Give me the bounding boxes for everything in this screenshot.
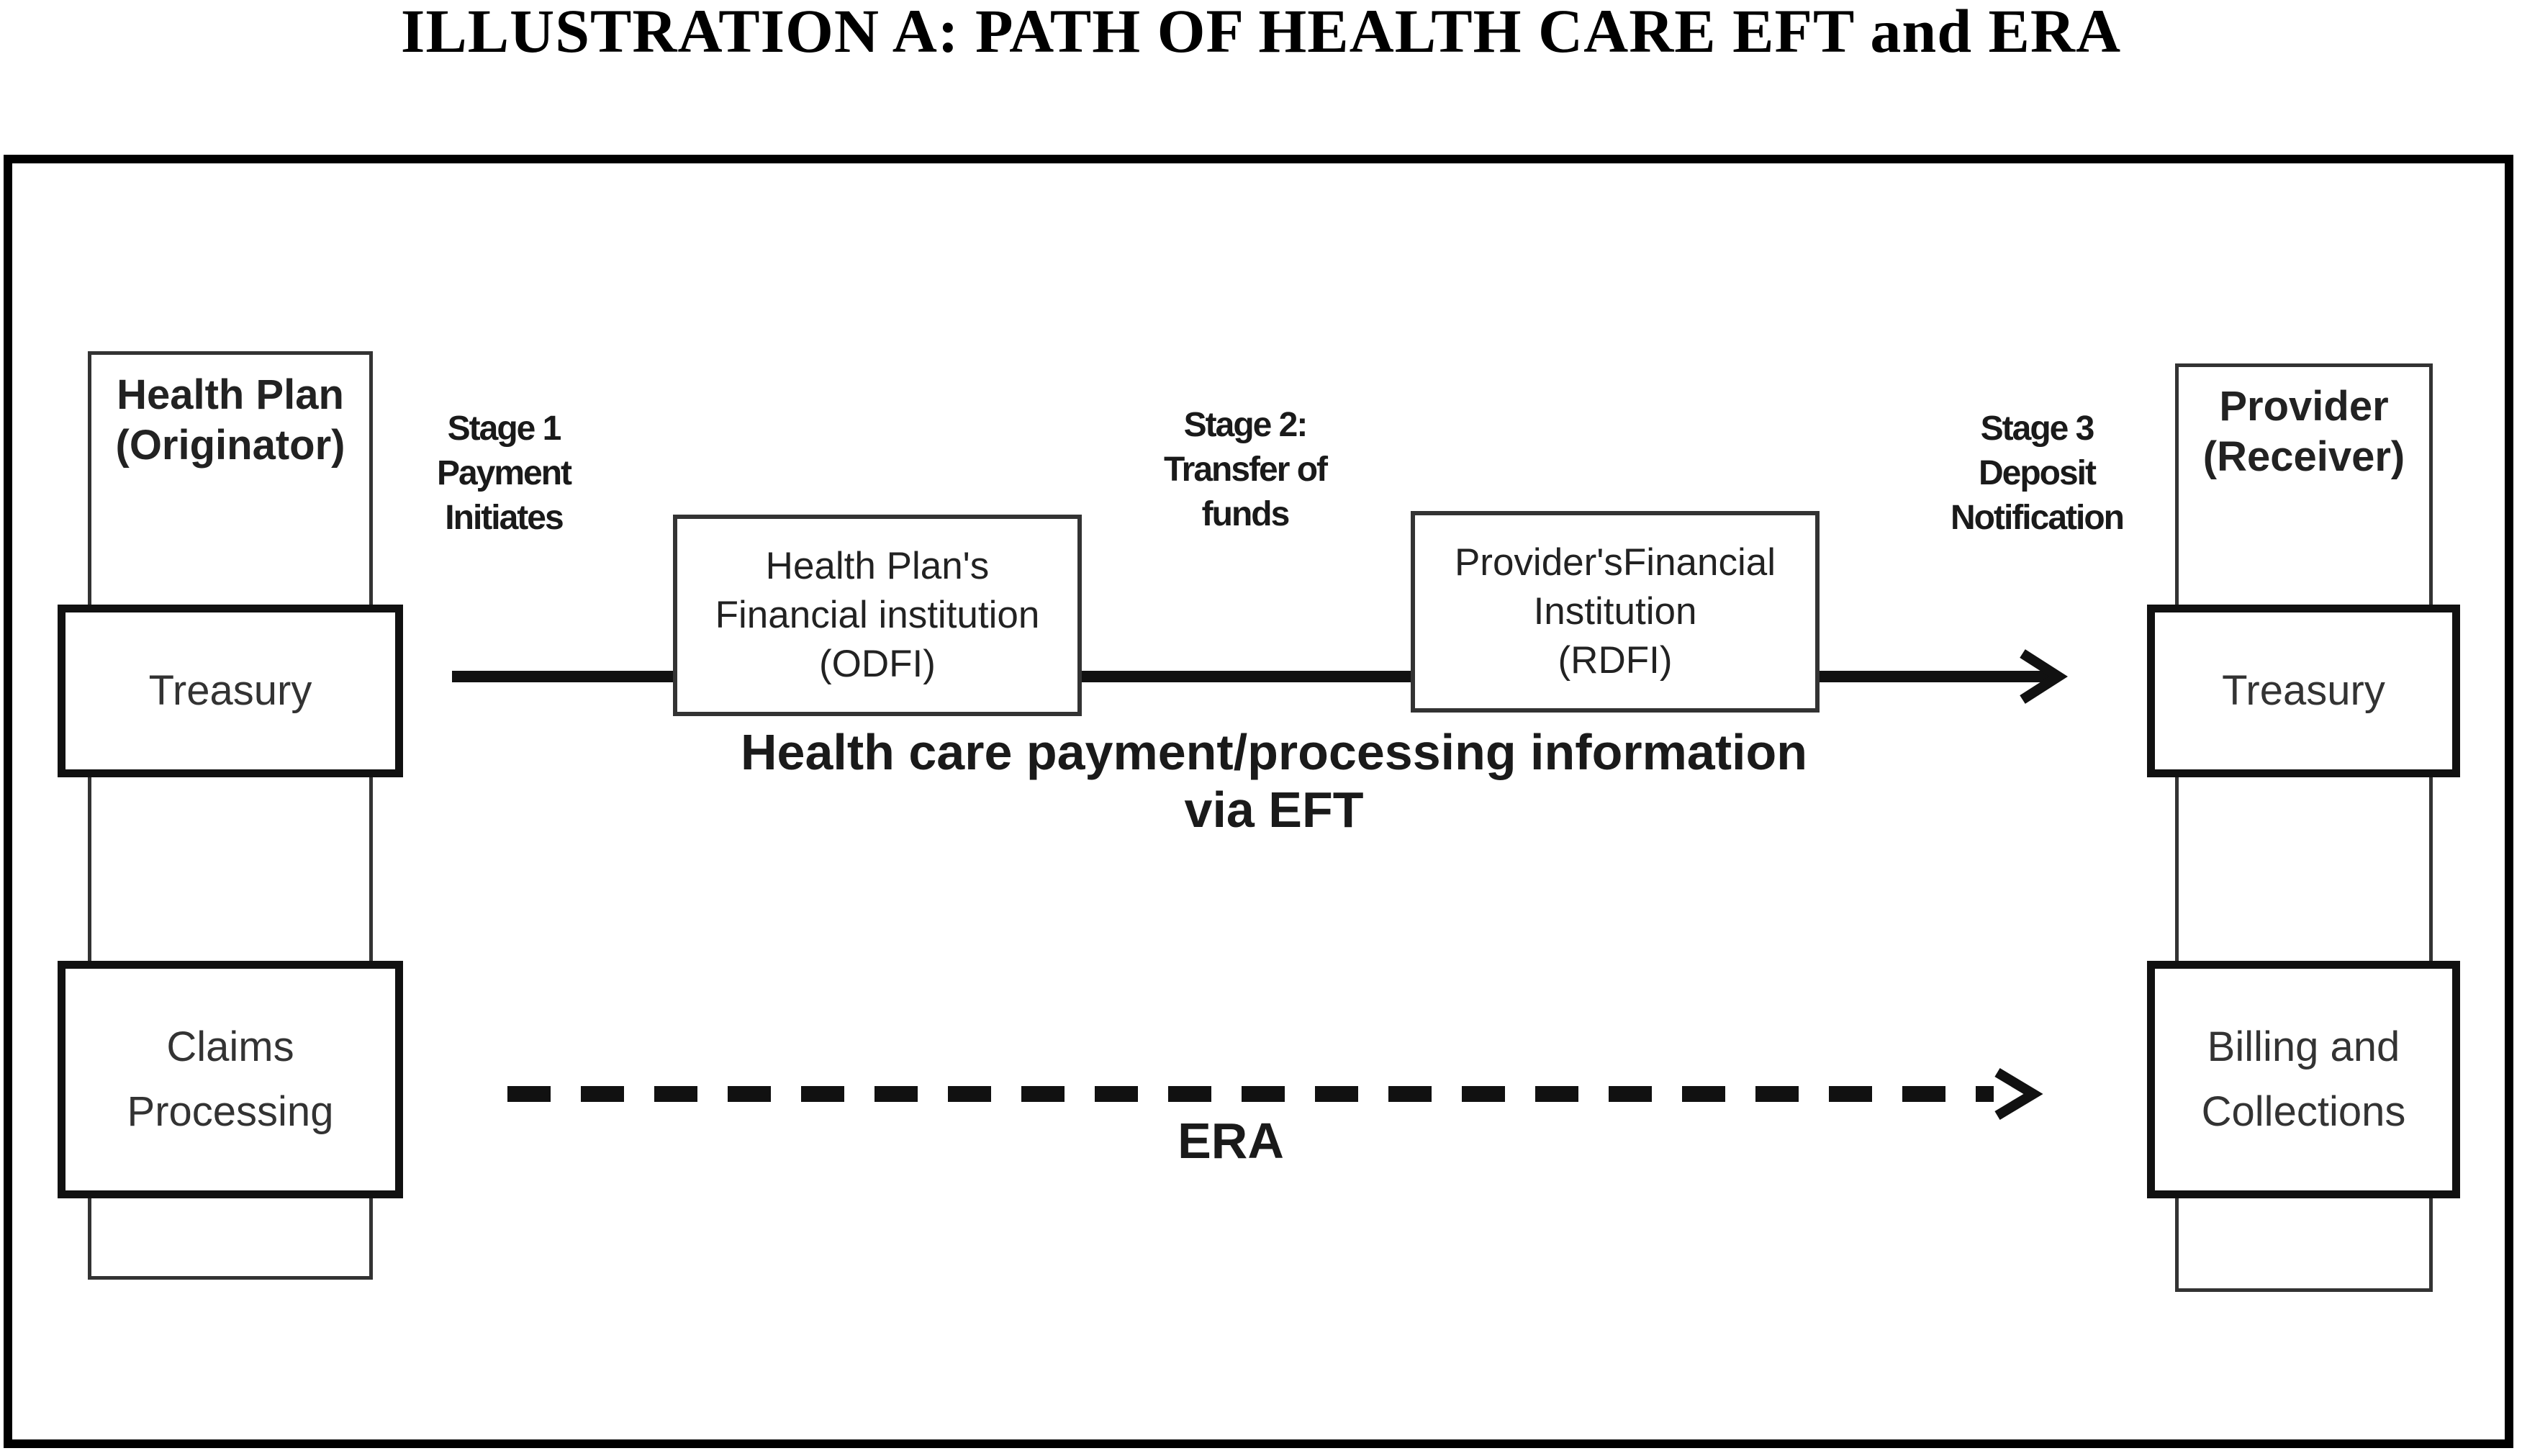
era-arrowhead <box>1997 1072 2033 1116</box>
eft-caption: Health care payment/processing information via EFT <box>740 724 1808 838</box>
originator-title: Health Plan (Originator) <box>115 371 345 469</box>
rdfi-box: Provider'sFinancial Institution (RDFI) <box>1411 511 1820 713</box>
stage-3-label: Stage 3 Deposit Notification <box>1951 410 2123 537</box>
stage-1-label: Stage 1 Payment Initiates <box>436 410 571 537</box>
era-arrow <box>507 1072 2033 1116</box>
page-title: ILLUSTRATION A: PATH OF HEALTH CARE EFT and ERA <box>400 0 2122 65</box>
receiver-treasury: Treasury <box>2147 605 2460 777</box>
era-label: ERA <box>1178 1113 1284 1169</box>
odfi-box: Health Plan's Financial institution (ODFI) <box>673 515 1082 716</box>
originator-treasury: Treasury <box>58 605 403 777</box>
receiver-billing-and-collections: Billing and Collections <box>2147 961 2460 1198</box>
receiver-title: Provider (Receiver) <box>2202 383 2405 480</box>
originator-claims-processing: Claims Processing <box>58 961 403 1198</box>
stage-2-label: Stage 2: Transfer of funds <box>1163 406 1327 533</box>
